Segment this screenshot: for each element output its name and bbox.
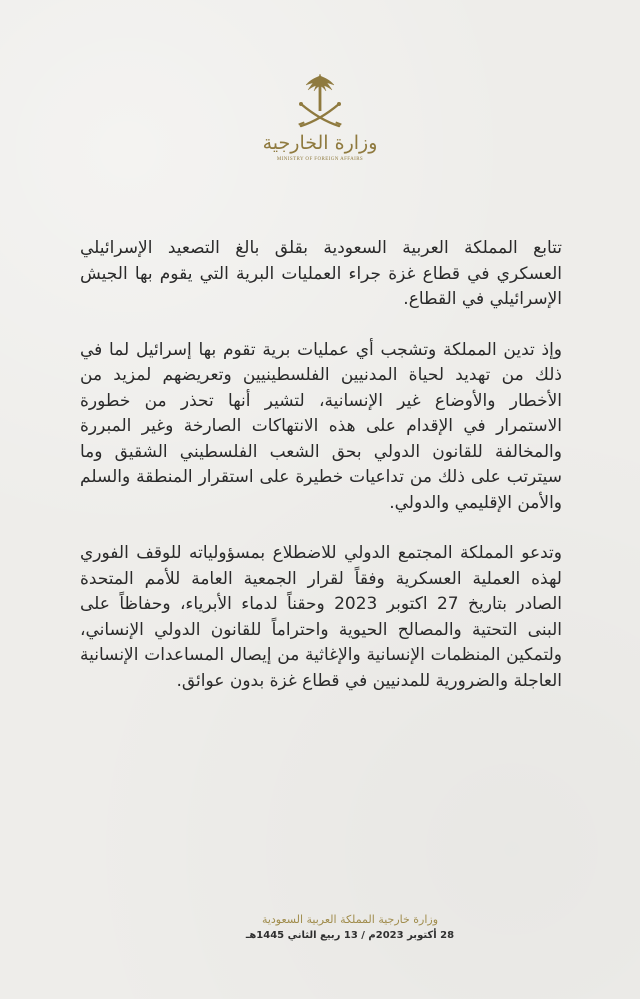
issuing-organization: وزارة خارجية المملكة العربية السعودية	[261, 913, 439, 926]
statement-paragraph: تتابع المملكة العربية السعودية بقلق بالغ التصعيد الإسرائيلي العسكري في قطاع غزة جراء العمليات البرية التي يقوم بها الجيش الإسرائيلي في القطاع.	[80, 238, 562, 309]
letterhead	[0, 70, 640, 163]
ministry-name-english: MINISTRY OF FOREIGN AFFAIRS	[276, 157, 364, 162]
issue-date: 28 أكتوبر 2023م / 13 ربيع الثاني 1445هـ	[245, 930, 455, 941]
ministry-name-arabic: وزارة الخارجية	[262, 132, 378, 154]
statement-paragraph: وتدعو المملكة المجتمع الدولي للاضطلاع بمسؤولياته للوقف الفوري لهذه العملية العسكرية وفقاً لقرار الجمعية العامة للأمم المتحدة الصادر بتاريخ 27 اكتوبر 2023 وحقناً لدماء الأبرياء، وحفاظاً على البنى التحتية والمصالح الحيوية واحتراماً للقانون الدولي الإنساني، ولتمكين المنظمات الإنسانية والإغاثية من إيصال المساعدات الإنسانية العاجلة والضرورية للمدنيين في قطاع غزة بدون عوائق.	[80, 543, 562, 691]
saudi-emblem-icon	[289, 70, 351, 132]
statement-body	[80, 236, 562, 719]
statement-paragraph: وإذ تدين المملكة وتشجب أي عمليات برية تقوم بها إسرائيل لما في ذلك من تهديد لحياة المدنيين الفلسطينيين وتعريضهم لمزيد من الأخطار والأوضاع غير الإنسانية، لتشير أنها تحذر من خطورة الاستمرار في الإقدام على هذه الانتهاكات الصارخة وغير المبررة والمخالفة للقانون الدولي بحق الشعب الفلسطيني الشقيق وما سيترتب على ذلك من تداعيات خطيرة على استقرار المنطقة والسلم والأمن الإقليمي والدولي.	[80, 339, 562, 513]
signature-block	[200, 912, 500, 944]
